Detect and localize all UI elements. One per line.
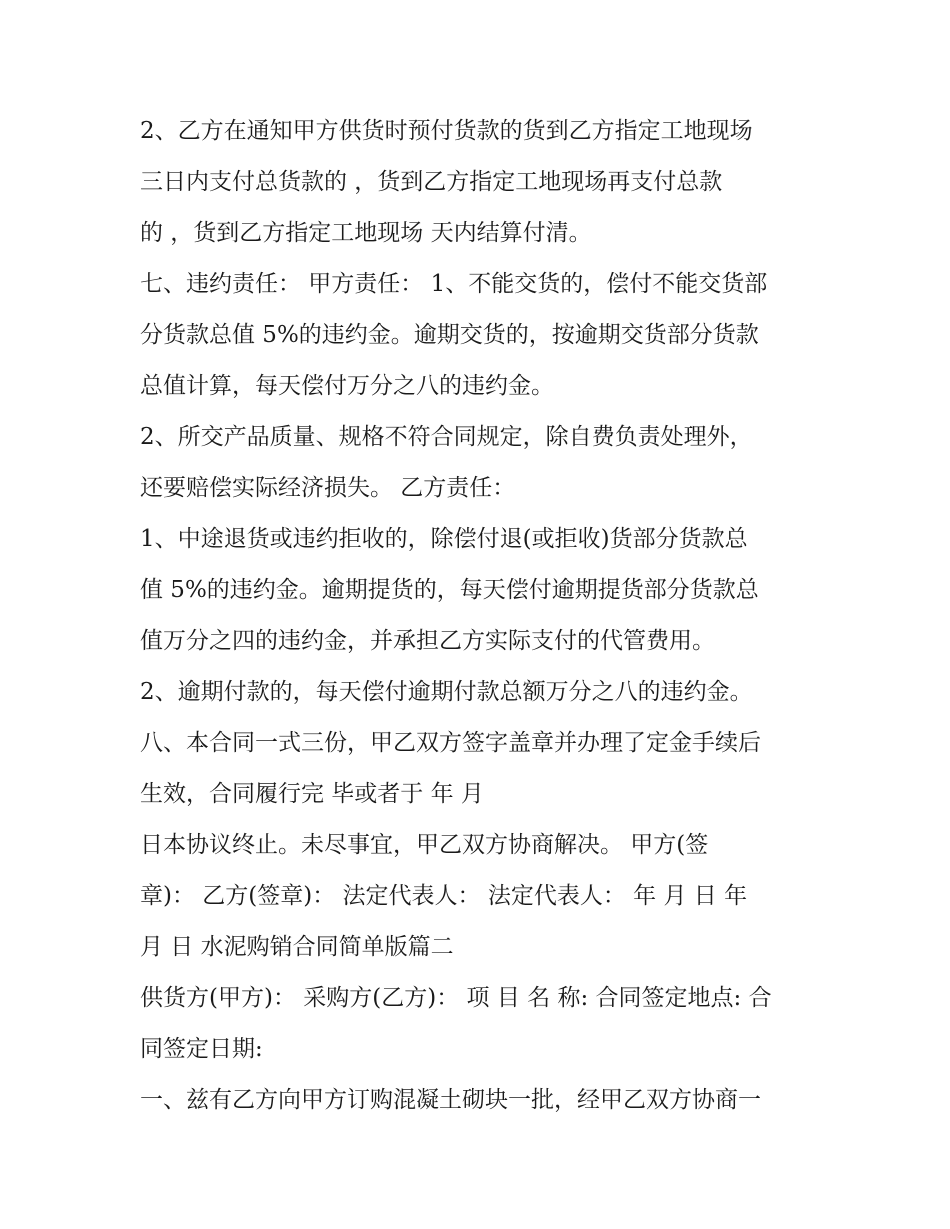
- text-line: 月 日 水泥购销合同简单版篇二: [140, 934, 454, 960]
- text-line: 值万分之四的违约金，并承担乙方实际支付的代管费用。: [140, 628, 715, 654]
- text-line: 日本协议终止。未尽事宜，甲乙双方协商解决。 甲方(签: [140, 832, 709, 858]
- text-line: 还要赔偿实际经济损失。 乙方责任：: [140, 475, 516, 501]
- text-line: 三日内支付总货款的 ，货到乙方指定工地现场再支付总款: [140, 169, 723, 195]
- text-line: 值 5%的违约金。逾期提货的，每天偿付逾期提货部分货款总: [140, 577, 759, 603]
- text-line: 同签定日期:: [140, 1036, 263, 1062]
- text-line: 1、中途退货或违约拒收的，除偿付退(或拒收)货部分货款总: [140, 526, 748, 552]
- text-line: 供货方(甲方)： 采购方(乙方)： 项 目 名 称: 合同签定地点: 合: [140, 985, 772, 1011]
- text-line: 七、违约责任： 甲方责任： 1、不能交货的，偿付不能交货部: [140, 271, 768, 297]
- text-line: 总值计算，每天偿付万分之八的违约金。: [140, 373, 554, 399]
- text-line: 2、所交产品质量、规格不符合同规定，除自费负责处理外，: [140, 424, 753, 450]
- text-line: 八、本合同一式三份，甲乙双方签字盖章并办理了定金手续后: [140, 730, 761, 756]
- text-line: 分货款总值 5%的违约金。逾期交货的，按逾期交货部分货款: [140, 322, 759, 348]
- text-line: 一、兹有乙方向甲方订购混凝土砌块一批，经甲乙双方协商一: [140, 1087, 761, 1113]
- text-line: 的 ，货到乙方指定工地现场 天内结算付清。: [140, 220, 592, 246]
- text-line: 生效，合同履行完 毕或者于 年 月: [140, 781, 484, 807]
- text-line: 2、乙方在通知甲方供货时预付货款的货到乙方指定工地现场: [140, 118, 753, 144]
- text-line: 章)： 乙方(签章)： 法定代表人： 法定代表人： 年 月 日 年: [140, 883, 748, 909]
- text-line: 2、逾期付款的，每天偿付逾期付款总额万分之八的违约金。: [140, 679, 753, 705]
